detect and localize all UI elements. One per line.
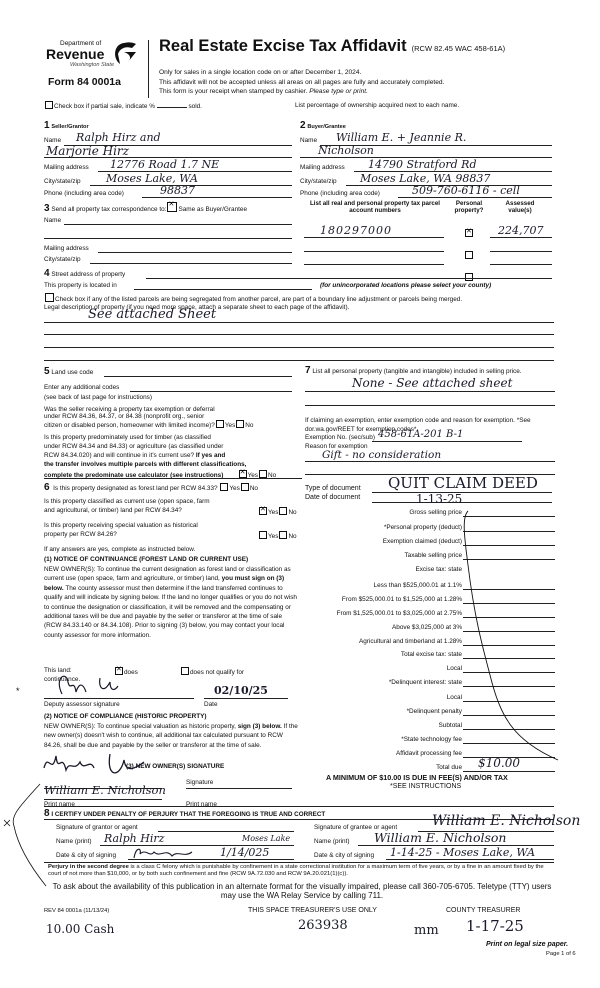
calc-row-label: *Personal property (deduct) [383, 524, 462, 531]
print-name-label-2: Print name [186, 801, 217, 808]
assessor-signature-icon [44, 668, 134, 698]
seller-phone-field[interactable] [142, 197, 292, 198]
new-owner-sig-title: (3) NEW OWNER(S) SIGNATURE [126, 763, 225, 770]
logo-dept: Department of [60, 40, 102, 47]
notice2-text: NEW OWNER(S): To continue special valuation as historic property, sign (3) below. If the new owner(s) doesn't wish to continue, all additional tax calculated pursuant to RCW 84.26, shall be due and payable by the seller or transferor at the time of sale. [44, 723, 298, 749]
segregated-label: Check box if any of the listed parcels are being segregated from another parcel, are part of a boundary line adjustment or parcels being merged. [55, 296, 463, 303]
legal-label: Legal description of property (if you need more space, attach a separate sheet to each page of the affidavit). [44, 304, 350, 311]
historic-no-checkbox[interactable] [279, 531, 287, 539]
calc-row-label: Excise tax: state [415, 566, 462, 573]
certify-title: I CERTIFY UNDER PENALTY OF PERJURY THAT THE FOREGOING IS TRUE AND CORRECT [51, 811, 326, 818]
does-not-qualify-checkbox[interactable] [181, 667, 189, 675]
grantor-name: Ralph Hirz [104, 832, 165, 845]
notice1-title: (1) NOTICE OF CONTINUANCE (FOREST LAND OR CURRENT USE) [44, 556, 249, 563]
exemption-reason: Gift - no consideration [322, 449, 442, 461]
doc-type-label: Type of document [305, 485, 361, 492]
parcel-row [0, 10, 600, 20]
located-label: This property is located in [44, 282, 117, 289]
parcel-number-field[interactable] [304, 264, 444, 265]
located-field[interactable] [134, 289, 312, 290]
current-use-yes-checkbox[interactable] [259, 507, 267, 515]
title-row [159, 37, 505, 57]
exemption-no-checkbox[interactable] [236, 420, 244, 428]
assessor-signature-field[interactable] [44, 698, 194, 699]
exemption-q-line: citizen or disabled person, homeowner with limited income)? [44, 422, 215, 429]
doc-date: 1-13-25 [416, 492, 463, 506]
legal-field-4[interactable] [44, 360, 554, 361]
if-yes-note: If any answers are yes, complete as instructed below. [44, 546, 196, 553]
legal-field-3[interactable] [44, 347, 554, 348]
parcel-row [0, 19, 600, 29]
asterisk-mark: * [16, 686, 20, 696]
seller-phone: 98837 [160, 184, 195, 197]
partial-sale-label: Check box if partial sale, indicate % [54, 103, 155, 110]
yes-label: Yes [268, 509, 279, 516]
treasurer-initials: mm [414, 923, 439, 938]
yes-label: Yes [268, 533, 279, 540]
buyer-city: Moses Lake, WA 98837 [360, 172, 491, 185]
calc-row-label: Gross selling price [409, 509, 462, 516]
calc-row-label: Taxable selling price [404, 552, 462, 559]
grantor-date: 1/14/025 [220, 846, 270, 859]
corr-city-label: City/state/zip [44, 256, 81, 263]
parcels-header: List all real and personal property tax parcel account numbers [310, 200, 440, 215]
corr-name-label: Name [44, 217, 62, 224]
land-use-label: Land use code [51, 369, 94, 376]
historic-q-line: property per RCW 84.26? [44, 531, 117, 538]
personal-header: Personal property? [454, 200, 484, 215]
buyer-name-label: Name [300, 137, 318, 144]
no-label: No [288, 509, 297, 516]
minimum-note: A MINIMUM OF $10.00 IS DUE IN FEE(S) AND/OR TAX [326, 773, 508, 782]
perjury-note: Perjury in the second degree is a class C felony which is punishable by confinement in a state correctional institution for a maximum term of five years, or by a fine in an amount fixed by the court of not more than $10,000, or by both such confinement and fine (RCW 9A.72.030 and RCW 9A.20.021(1)(c)). [48, 864, 544, 877]
assessed-field[interactable] [490, 251, 552, 252]
calc-row-label: Total due [436, 764, 462, 771]
section-6-number: 6 [44, 482, 50, 493]
see-instructions: *SEE INSTRUCTIONS [390, 783, 462, 790]
personal-property-label: 7 List all personal property (tangible and intangible) included in selling price. [305, 365, 522, 376]
buyer-mail-label: Mailing address [300, 164, 345, 171]
seller-mail-label: Mailing address [44, 164, 89, 171]
buyer-name-2: Nicholson [318, 144, 374, 157]
seller-city: Moses Lake, WA [106, 172, 198, 185]
parcel-number-field[interactable] [304, 251, 444, 252]
section-8-number: 8 [44, 808, 50, 819]
seller-name-label: Name [44, 137, 62, 144]
calc-row-label: *Delinquent interest: state [388, 679, 462, 686]
current-use-q-line: Is this property classified as current use (open space, farm [44, 498, 210, 505]
signature-label: Signature [186, 779, 214, 786]
notice2-title: (2) NOTICE OF COMPLIANCE (HISTORIC PROPERTY) [44, 713, 207, 720]
street-field[interactable] [146, 278, 552, 279]
grantor-signature-field[interactable] [158, 831, 294, 832]
legal-paper-note: Print on legal size paper. [486, 941, 569, 948]
calc-row-field[interactable] [463, 771, 555, 772]
grantee-signature: William E. Nicholson [432, 813, 581, 829]
timber-bold-line: If yes and [195, 452, 226, 459]
corr-city-field[interactable] [90, 263, 292, 264]
seller-mail: 12776 Road 1.7 NE [110, 158, 220, 171]
treasurer-use-label: THIS SPACE TREASURER'S USE ONLY [248, 907, 377, 914]
assessed-value: 224,707 [498, 224, 544, 237]
located-note: (for unincorporated locations please select your county) [320, 282, 492, 289]
legal-field-2[interactable] [44, 334, 554, 335]
owner-print-name: William E. Nicholson [44, 783, 166, 797]
section-8-top-rule [44, 806, 554, 807]
form-number: Form 84 0001a [48, 76, 121, 88]
assessor-date: 02/10/25 [214, 684, 268, 697]
header-divider [148, 40, 149, 98]
page-title: Real Estate Excise Tax Affidavit [159, 37, 407, 55]
assessed-field[interactable] [490, 237, 552, 238]
corr-mail-label: Mailing address [44, 245, 89, 252]
grantee-name: William E. Nicholson [374, 830, 507, 845]
partial-percent-field[interactable] [157, 107, 187, 108]
corr-name-field[interactable] [64, 224, 292, 225]
personal-property-checkbox[interactable] [465, 251, 473, 259]
exemption-intro: If claiming an exemption, enter exemption code and reason for exemption. *See dor.wa.gov/REET for exemption codes* [305, 417, 531, 433]
personal-property-field-2[interactable] [305, 405, 555, 406]
grantor-city: Moses Lake [242, 834, 291, 843]
calc-row-label: From $1,525,000.01 to $3,025,000 at 2.75% [336, 610, 462, 617]
exemption-q-line: under RCW 84.36, 84.37, or 84.38 (nonprofit org., senior [44, 413, 205, 420]
calc-row-label: Total excise tax: state [400, 651, 462, 658]
logo-state: Washington State [70, 62, 115, 68]
timber-q-line: Is this property predominately used for timber (as classified [44, 434, 211, 441]
notice1-text: NEW OWNER(S): To continue the current designation as forest land or classification as current use (open space, farm and agriculture, or timber) land, you must sign on (3) below. The county assessor must then determine if the land transferred continues to qualify and will indicate by signing below. If the land no longer qualifies or you do not wish to continue the designation or classification, it will be removed and the compensating or additional taxes will be due and payable by the seller or transferor at the time of sale (RCW 84.33.140 or 84.34.108). Prior to signing (3) below, you may contact your local county assessor for more information. [44, 566, 297, 639]
same-as-buyer-label: Same as Buyer/Grantee [178, 206, 248, 213]
calc-row-label: From $525,000.01 to $1,525,000 at 1.28% [341, 596, 462, 603]
legal-field-1[interactable] [44, 322, 554, 323]
cash-note: 10.00 Cash [46, 922, 115, 936]
calc-row-label: Above $3,025,000 at 3% [392, 624, 462, 631]
exemption-no-field[interactable] [372, 441, 522, 442]
corr-mail-field[interactable] [98, 252, 292, 253]
continuance-label: continuance. [44, 676, 81, 683]
reason-label: Reason for exemption [305, 443, 368, 450]
buyer-phone-label: Phone (including area code) [300, 190, 380, 197]
legal-description: See attached Sheet [88, 307, 217, 322]
yes-label: Yes [247, 472, 258, 479]
calc-row-label: Affidavit processing fee [396, 750, 462, 757]
correspondence-label: Send all property tax correspondence to: [51, 206, 167, 213]
buyer-mail: 14790 Stratford Rd [368, 158, 477, 171]
no-label: No [245, 422, 254, 429]
page-number: Page 1 of 6 [546, 951, 576, 957]
buyer-phone: 509-760-6116 - cell [412, 184, 520, 197]
grantor-date-label: Date & city of signing [56, 852, 117, 859]
assessor-sig-label: Deputy assessor signature [44, 701, 120, 708]
seller-title: Seller/Grantor [51, 124, 89, 130]
timber-bold-line: complete the predominate use calculator (see instructions) [44, 472, 224, 479]
revenue-swoosh-icon [110, 40, 140, 68]
exemption-q-line: Was the seller receiving a property tax exemption or deferral [44, 406, 215, 413]
section-2-number: 2 [300, 120, 306, 131]
exemption-no-label: Exemption No. (sec/sub) [305, 434, 375, 441]
forest-q: Is this property designated as forest land per RCW 84.33? [53, 485, 218, 492]
timber-bold-line: the transfer involves multiple parcels with different classifications, [44, 461, 247, 468]
buyer-title: Buyer/Grantee [307, 124, 346, 130]
owner-print-field-1[interactable] [44, 799, 162, 800]
ownership-note: List percentage of ownership acquired next to each name. [295, 102, 460, 109]
does-not-label: does not qualify for [190, 669, 244, 676]
partial-sale-checkbox[interactable] [45, 101, 53, 109]
header-line-2: This affidavit will not be accepted unless all areas on all pages are fully and accurately completed. [159, 79, 445, 86]
new-owner-signature-icon [40, 748, 160, 782]
forest-no-checkbox[interactable] [241, 483, 249, 491]
section-3-number: 3 [44, 203, 50, 214]
reason-field[interactable] [305, 461, 555, 462]
same-as-buyer-checkbox[interactable] [167, 202, 177, 212]
grantor-name-label: Name (print) [56, 838, 92, 845]
logo-revenue: Revenue [46, 46, 105, 62]
no-label: No [268, 472, 277, 479]
seller-name-2: Marjorie Hirz [46, 144, 129, 158]
partial-sold-label: sold. [188, 103, 202, 110]
buyer-name-1: William E. + Jeannie R. [336, 131, 467, 144]
yes-label: Yes [224, 422, 236, 429]
exemption-yes-checkbox[interactable] [216, 420, 224, 428]
header-line-3: This form is your receipt when stamped by cashier. [159, 88, 308, 95]
grantee-date: 1-14-25 - Moses Lake, WA [390, 846, 536, 859]
seller-city-label: City/state/zip [44, 178, 81, 185]
personal-property-value: None - See attached sheet [352, 376, 513, 390]
alternate-format-note: To ask about the availability of this publication in an alternate format for the visually impaired, please call 360-705-6705. Teletype (TTY) users may use the WA Relay Service by calling 711. [52, 882, 552, 900]
section-5-number: 5 [44, 366, 50, 377]
grantee-date-label: Date & city of signing [314, 852, 375, 859]
calc-row-label: Local [446, 694, 462, 701]
assessed-field[interactable] [490, 264, 552, 265]
forest-yes-checkbox[interactable] [220, 483, 228, 491]
historic-q-line: Is this property receiving special valuation as historical [44, 522, 198, 529]
section-8-bottom-rule [44, 862, 554, 863]
personal-property-field[interactable] [305, 391, 555, 392]
county-treasurer-label: COUNTY TREASURER [446, 907, 521, 914]
calc-row-label: Subtotal [438, 722, 462, 729]
grantee-name-label: Name (print) [314, 838, 350, 845]
historic-yes-checkbox[interactable] [259, 531, 267, 539]
print-name-label: Print name [44, 801, 75, 808]
grantor-sig-label: Signature of grantor or agent [56, 824, 138, 831]
additional-codes-field[interactable] [130, 391, 292, 392]
seller-name-1: Ralph Hirz and [76, 131, 161, 144]
yes-label: Yes [229, 485, 240, 492]
grantee-sig-label: Signature of grantee or agent [314, 824, 398, 831]
margin-arrow-icon [0, 776, 50, 896]
receipt-number: 263938 [298, 918, 348, 933]
current-use-q-line: and agricultural, or timber) land per RCW 84.34? [44, 507, 182, 514]
calc-row-label: *Delinquent penalty [406, 708, 462, 715]
calc-row-label: *State technology fee [401, 736, 462, 743]
personal-property-checkbox[interactable] [465, 229, 473, 237]
assessed-header: Assessed value(s) [505, 200, 535, 215]
doc-date-label: Date of document [305, 494, 361, 501]
additional-codes-label: Enter any additional codes [44, 384, 120, 391]
title-citation: (RCW 82.45 WAC 458-61A) [411, 44, 506, 53]
street-label: Street address of property [51, 271, 126, 278]
assessor-date-label: Date [204, 701, 218, 708]
buyer-city-label: City/state/zip [300, 178, 337, 185]
see-back-note: (see back of last page for instructions) [44, 394, 152, 401]
assessor-date-field[interactable] [204, 698, 288, 699]
segregated-checkbox[interactable] [45, 293, 54, 302]
form-revision: REV 84 0001a (11/13/24) [44, 908, 110, 914]
this-land-label: This land: [44, 667, 72, 674]
doc-type: QUIT CLAIM DEED [388, 474, 538, 492]
timber-no-checkbox[interactable] [259, 470, 267, 478]
section-4-number: 4 [44, 268, 50, 279]
exemption-no: 458-61A-201 B-1 [378, 429, 464, 440]
parcel-number-field[interactable] [304, 237, 444, 238]
current-use-no-checkbox[interactable] [279, 507, 287, 515]
calc-row-label: Agricultural and timberland at 1.28% [358, 638, 462, 645]
grantee-date-field[interactable] [386, 859, 554, 860]
land-use-field[interactable] [104, 376, 292, 377]
grantor-signature-icon [132, 844, 198, 860]
please-type: Please type or print. [309, 88, 368, 95]
seller-phone-label: Phone (including area code) [44, 190, 124, 197]
strike-through-line-icon [460, 505, 560, 765]
total-due-value: $10.00 [478, 756, 520, 770]
timber-q-line: under RCW 84.34 and 84.33) or agriculture (as classified under [44, 443, 224, 450]
calc-row-label: Local [446, 665, 462, 672]
treasurer-date: 1-17-25 [466, 917, 524, 935]
no-label: No [288, 533, 297, 540]
owner-signature-field-2[interactable] [186, 788, 292, 789]
corr-name-field-2[interactable] [44, 238, 292, 239]
calc-row-label: Less than $525,000.01 at 1.1% [373, 582, 462, 589]
section-1-number: 1 [44, 120, 50, 131]
does-label: does [124, 669, 138, 676]
section-divider [44, 478, 302, 479]
timber-yes-checkbox[interactable] [239, 470, 247, 478]
header-line-1: Only for sales in a single location code on or after December 1, 2024. [159, 69, 362, 76]
timber-q-line: RCW 84.34.020) and will continue in it's current use? [44, 452, 195, 459]
buyer-phone-field[interactable] [398, 197, 552, 198]
no-label: No [249, 485, 258, 492]
parcel-number: 180297000 [320, 224, 392, 237]
calc-row-label: Exemption claimed (deduct) [382, 538, 462, 545]
